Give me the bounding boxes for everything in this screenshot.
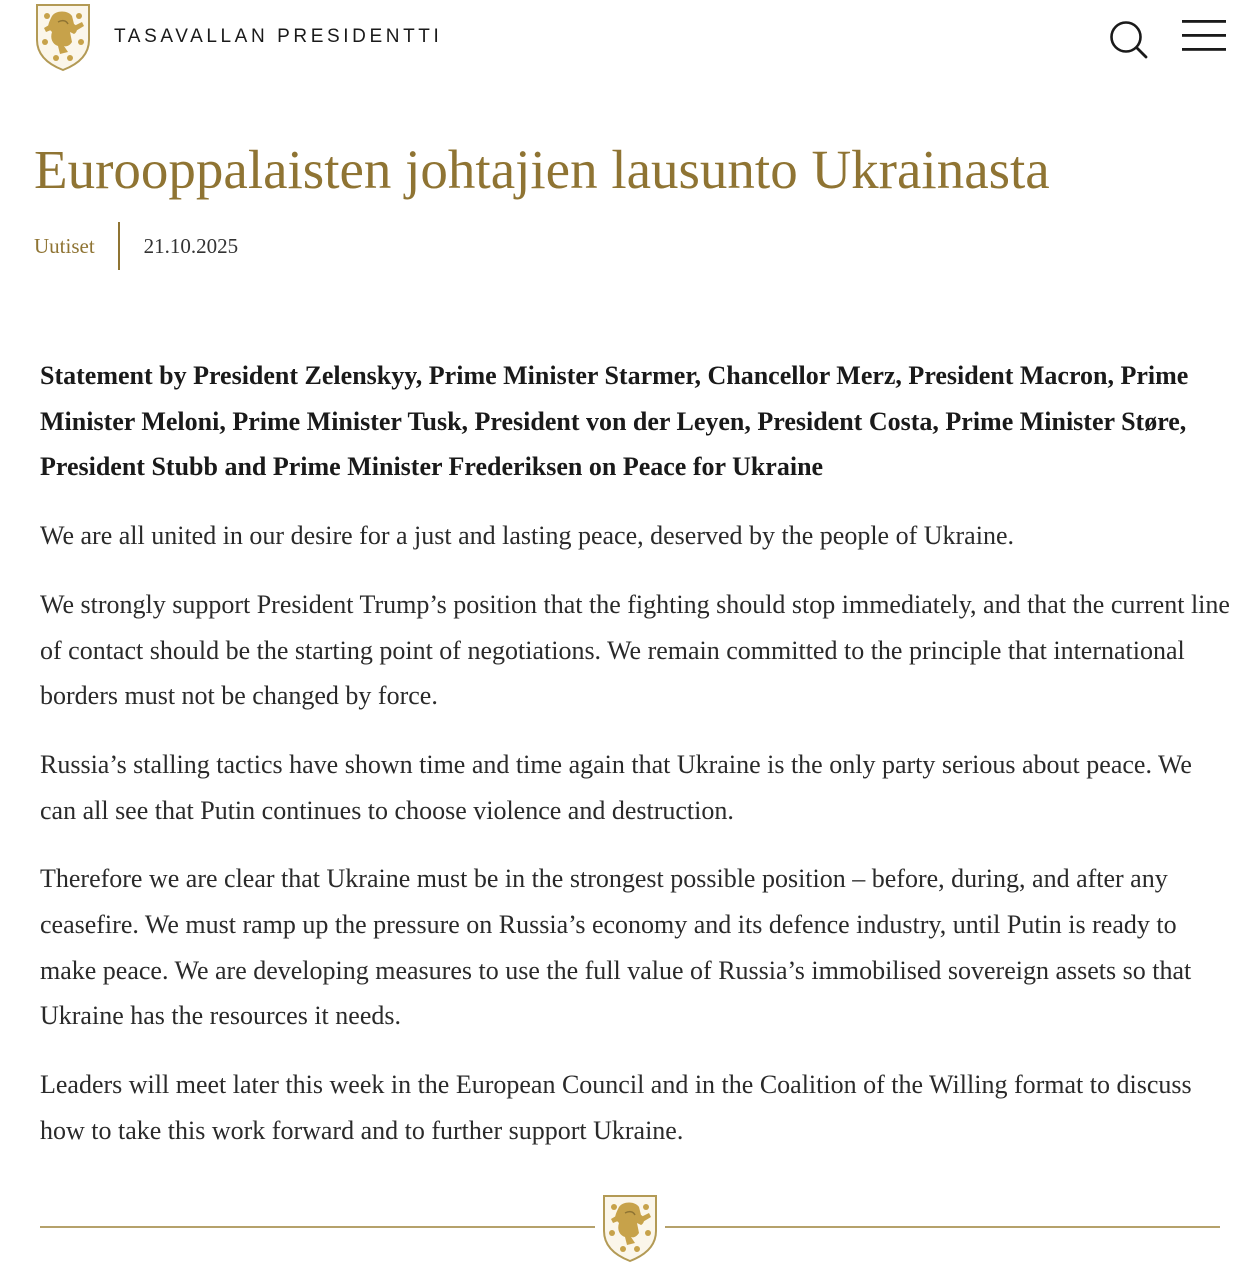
site-header: [0, 0, 1253, 80]
hamburger-menu-icon[interactable]: [1180, 17, 1228, 55]
site-name[interactable]: TASAVALLAN PRESIDENTTI: [114, 26, 443, 47]
footer-coat-of-arms-icon: [595, 1193, 665, 1263]
article-body: [40, 353, 1230, 1177]
article-paragraph: Leaders will meet later this week in the European Council and in the Coalition of the Willing format to discuss how to take this work forward and to further support Ukraine.: [40, 1070, 1192, 1145]
article-paragraph: Russia’s stalling tactics have shown time and time again that Ukraine is the only party serious about peace. We can all see that Putin continues to choose violence and destruction.: [40, 749, 1192, 825]
article-meta: [34, 222, 238, 270]
page-title: Eurooppalaisten johtajien lausunto Ukrainasta: [34, 139, 1050, 200]
meta-divider: [118, 222, 120, 270]
article-lead: Statement by President Zelenskyy, Prime Minister Starmer, Chancellor Merz, President Macron, Prime Minister Meloni, Prime Minister Tusk, President von der Leyen, President Costa, Prime Minister Støre, President Stubb and Prime Minister Frederiksen on Peace for Ukraine: [40, 361, 1189, 482]
article-paragraph: We strongly support President Trump’s position that the fighting should stop immediately, and that the current line of contact should be the starting point of negotiations. We remain committed to the principle that international borders must not be changed by force.: [40, 589, 1230, 711]
category-link[interactable]: Uutiset: [34, 233, 95, 258]
coat-of-arms-logo-icon[interactable]: [34, 2, 92, 72]
search-icon[interactable]: [1106, 17, 1150, 61]
article-paragraph: We are all united in our desire for a just and lasting peace, deserved by the people of Ukraine.: [40, 521, 1014, 551]
publish-date: 21.10.2025: [143, 233, 239, 258]
article-paragraph: Therefore we are clear that Ukraine must be in the strongest possible position – before, during, and after any ceasefire. We must ramp up the pressure on Russia’s economy and its defence industry, until Putin is ready to make peace. We are developing measures to use the full value of Russia’s immobilised sovereign assets so that Ukraine has the resources it needs.: [40, 864, 1192, 1031]
